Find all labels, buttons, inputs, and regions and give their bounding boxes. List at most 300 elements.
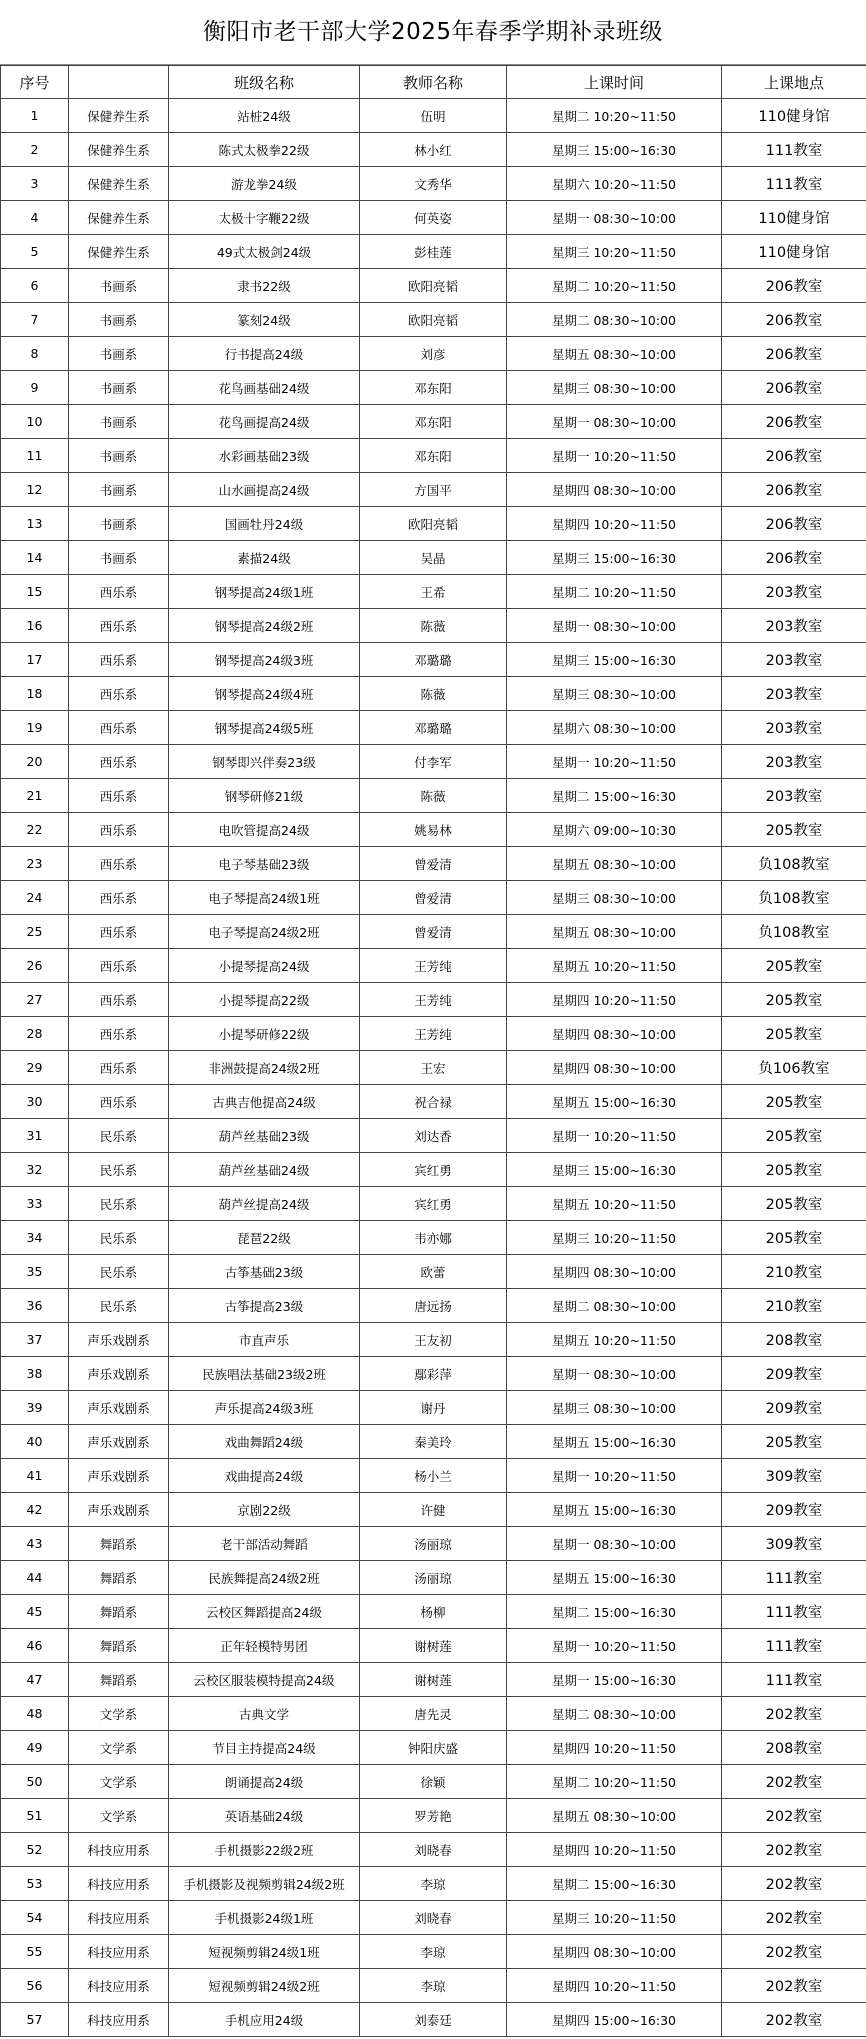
cell-location: 203教室 bbox=[722, 643, 866, 677]
cell-time: 星期一 15:00~16:30 bbox=[507, 1663, 722, 1697]
table-row bbox=[1, 235, 866, 269]
cell-location: 205教室 bbox=[722, 813, 866, 847]
cell-index: 39 bbox=[1, 1391, 69, 1425]
cell-index: 33 bbox=[1, 1187, 69, 1221]
table-row bbox=[1, 1323, 866, 1357]
cell-teacher: 秦美玲 bbox=[360, 1425, 507, 1459]
cell-department: 民乐系 bbox=[69, 1255, 169, 1289]
table-row bbox=[1, 779, 866, 813]
cell-teacher: 伍明 bbox=[360, 99, 507, 133]
cell-class-name: 小提琴提高24级 bbox=[169, 949, 360, 983]
cell-department: 声乐戏剧系 bbox=[69, 1459, 169, 1493]
cell-class-name: 手机摄影及视频剪辑24级2班 bbox=[169, 1867, 360, 1901]
cell-time: 星期四 10:20~11:50 bbox=[507, 1833, 722, 1867]
header-index: 序号 bbox=[1, 66, 69, 99]
cell-location: 111教室 bbox=[722, 167, 866, 201]
cell-class-name: 戏曲提高24级 bbox=[169, 1459, 360, 1493]
cell-department: 民乐系 bbox=[69, 1187, 169, 1221]
cell-time: 星期一 10:20~11:50 bbox=[507, 1459, 722, 1493]
cell-time: 星期四 15:00~16:30 bbox=[507, 2003, 722, 2037]
cell-index: 54 bbox=[1, 1901, 69, 1935]
cell-index: 9 bbox=[1, 371, 69, 405]
cell-time: 星期四 10:20~11:50 bbox=[507, 983, 722, 1017]
table-row bbox=[1, 1527, 866, 1561]
cell-teacher: 杨小兰 bbox=[360, 1459, 507, 1493]
table-row bbox=[1, 881, 866, 915]
cell-department: 声乐戏剧系 bbox=[69, 1493, 169, 1527]
cell-index: 14 bbox=[1, 541, 69, 575]
cell-location: 206教室 bbox=[722, 371, 866, 405]
cell-time: 星期二 10:20~11:50 bbox=[507, 269, 722, 303]
cell-location: 309教室 bbox=[722, 1527, 866, 1561]
cell-time: 星期一 10:20~11:50 bbox=[507, 745, 722, 779]
table-row bbox=[1, 1187, 866, 1221]
cell-index: 24 bbox=[1, 881, 69, 915]
cell-teacher: 陈薇 bbox=[360, 779, 507, 813]
cell-teacher: 刘晓春 bbox=[360, 1901, 507, 1935]
cell-class-name: 手机应用24级 bbox=[169, 2003, 360, 2037]
cell-class-name: 国画牡丹24级 bbox=[169, 507, 360, 541]
table-row bbox=[1, 405, 866, 439]
cell-department: 西乐系 bbox=[69, 983, 169, 1017]
cell-location: 206教室 bbox=[722, 439, 866, 473]
cell-department: 民乐系 bbox=[69, 1289, 169, 1323]
cell-teacher: 唐远扬 bbox=[360, 1289, 507, 1323]
cell-teacher: 宾红勇 bbox=[360, 1153, 507, 1187]
cell-teacher: 李琼 bbox=[360, 1867, 507, 1901]
cell-location: 205教室 bbox=[722, 949, 866, 983]
table-row bbox=[1, 813, 866, 847]
cell-location: 110健身馆 bbox=[722, 235, 866, 269]
cell-time: 星期二 15:00~16:30 bbox=[507, 779, 722, 813]
cell-index: 26 bbox=[1, 949, 69, 983]
cell-location: 203教室 bbox=[722, 779, 866, 813]
cell-index: 1 bbox=[1, 99, 69, 133]
cell-department: 书画系 bbox=[69, 303, 169, 337]
cell-class-name: 钢琴提高24级1班 bbox=[169, 575, 360, 609]
cell-location: 203教室 bbox=[722, 677, 866, 711]
cell-location: 206教室 bbox=[722, 337, 866, 371]
cell-time: 星期五 10:20~11:50 bbox=[507, 1323, 722, 1357]
table-row bbox=[1, 1867, 866, 1901]
table-row bbox=[1, 1901, 866, 1935]
cell-index: 21 bbox=[1, 779, 69, 813]
cell-teacher: 钟阳庆盛 bbox=[360, 1731, 507, 1765]
cell-time: 星期一 08:30~10:00 bbox=[507, 201, 722, 235]
cell-teacher: 曾爱清 bbox=[360, 881, 507, 915]
cell-teacher: 邓璐璐 bbox=[360, 711, 507, 745]
cell-index: 19 bbox=[1, 711, 69, 745]
cell-location: 209教室 bbox=[722, 1391, 866, 1425]
cell-class-name: 琵琶22级 bbox=[169, 1221, 360, 1255]
cell-teacher: 邓东阳 bbox=[360, 371, 507, 405]
table-row bbox=[1, 915, 866, 949]
cell-index: 12 bbox=[1, 473, 69, 507]
cell-time: 星期四 08:30~10:00 bbox=[507, 1255, 722, 1289]
cell-department: 西乐系 bbox=[69, 1051, 169, 1085]
cell-department: 文学系 bbox=[69, 1799, 169, 1833]
cell-class-name: 站桩24级 bbox=[169, 99, 360, 133]
page-title: 衡阳市老干部大学2025年春季学期补录班级 bbox=[0, 0, 866, 65]
table-body bbox=[1, 99, 866, 2037]
cell-department: 民乐系 bbox=[69, 1221, 169, 1255]
cell-department: 保健养生系 bbox=[69, 235, 169, 269]
cell-location: 111教室 bbox=[722, 1595, 866, 1629]
cell-teacher: 陈薇 bbox=[360, 677, 507, 711]
cell-teacher: 汤丽琼 bbox=[360, 1527, 507, 1561]
table-row bbox=[1, 1221, 866, 1255]
cell-location: 205教室 bbox=[722, 1085, 866, 1119]
cell-department: 舞蹈系 bbox=[69, 1561, 169, 1595]
cell-class-name: 短视频剪辑24级1班 bbox=[169, 1935, 360, 1969]
cell-teacher: 李琼 bbox=[360, 1969, 507, 2003]
cell-teacher: 王芳纯 bbox=[360, 949, 507, 983]
cell-department: 西乐系 bbox=[69, 1085, 169, 1119]
cell-class-name: 花鸟画基础24级 bbox=[169, 371, 360, 405]
cell-class-name: 葫芦丝提高24级 bbox=[169, 1187, 360, 1221]
cell-location: 209教室 bbox=[722, 1357, 866, 1391]
cell-location: 203教室 bbox=[722, 609, 866, 643]
cell-class-name: 老干部活动舞蹈 bbox=[169, 1527, 360, 1561]
table-row bbox=[1, 1595, 866, 1629]
cell-location: 202教室 bbox=[722, 1969, 866, 2003]
cell-class-name: 行书提高24级 bbox=[169, 337, 360, 371]
cell-time: 星期四 08:30~10:00 bbox=[507, 473, 722, 507]
cell-department: 声乐戏剧系 bbox=[69, 1357, 169, 1391]
cell-teacher: 欧阳亮韬 bbox=[360, 507, 507, 541]
cell-class-name: 钢琴提高24级4班 bbox=[169, 677, 360, 711]
cell-location: 210教室 bbox=[722, 1289, 866, 1323]
table-row bbox=[1, 201, 866, 235]
cell-department: 西乐系 bbox=[69, 915, 169, 949]
cell-index: 5 bbox=[1, 235, 69, 269]
cell-class-name: 云校区舞蹈提高24级 bbox=[169, 1595, 360, 1629]
cell-class-name: 电子琴提高24级2班 bbox=[169, 915, 360, 949]
table-row bbox=[1, 1459, 866, 1493]
cell-department: 声乐戏剧系 bbox=[69, 1323, 169, 1357]
cell-time: 星期二 10:20~11:50 bbox=[507, 575, 722, 609]
cell-department: 科技应用系 bbox=[69, 1833, 169, 1867]
cell-time: 星期三 10:20~11:50 bbox=[507, 1221, 722, 1255]
cell-department: 西乐系 bbox=[69, 949, 169, 983]
cell-teacher: 鄢彩萍 bbox=[360, 1357, 507, 1391]
cell-teacher: 付李军 bbox=[360, 745, 507, 779]
cell-location: 111教室 bbox=[722, 1663, 866, 1697]
cell-time: 星期二 08:30~10:00 bbox=[507, 303, 722, 337]
header-department bbox=[69, 66, 169, 99]
table-row bbox=[1, 371, 866, 405]
cell-time: 星期五 08:30~10:00 bbox=[507, 337, 722, 371]
cell-index: 25 bbox=[1, 915, 69, 949]
cell-class-name: 葫芦丝基础23级 bbox=[169, 1119, 360, 1153]
cell-time: 星期五 15:00~16:30 bbox=[507, 1425, 722, 1459]
cell-class-name: 朗诵提高24级 bbox=[169, 1765, 360, 1799]
table-row bbox=[1, 1391, 866, 1425]
cell-class-name: 隶书22级 bbox=[169, 269, 360, 303]
cell-time: 星期二 10:20~11:50 bbox=[507, 99, 722, 133]
cell-department: 西乐系 bbox=[69, 745, 169, 779]
table-row bbox=[1, 847, 866, 881]
cell-index: 40 bbox=[1, 1425, 69, 1459]
cell-class-name: 非洲鼓提高24级2班 bbox=[169, 1051, 360, 1085]
cell-index: 7 bbox=[1, 303, 69, 337]
table-row bbox=[1, 1357, 866, 1391]
cell-department: 保健养生系 bbox=[69, 201, 169, 235]
cell-time: 星期二 10:20~11:50 bbox=[507, 1765, 722, 1799]
cell-teacher: 王宏 bbox=[360, 1051, 507, 1085]
cell-teacher: 刘达香 bbox=[360, 1119, 507, 1153]
cell-class-name: 素描24级 bbox=[169, 541, 360, 575]
cell-class-name: 49式太极剑24级 bbox=[169, 235, 360, 269]
table-row bbox=[1, 99, 866, 133]
cell-teacher: 罗芳艳 bbox=[360, 1799, 507, 1833]
cell-class-name: 钢琴提高24级5班 bbox=[169, 711, 360, 745]
cell-department: 民乐系 bbox=[69, 1119, 169, 1153]
cell-location: 负108教室 bbox=[722, 847, 866, 881]
cell-teacher: 陈薇 bbox=[360, 609, 507, 643]
cell-index: 28 bbox=[1, 1017, 69, 1051]
cell-location: 210教室 bbox=[722, 1255, 866, 1289]
cell-department: 舞蹈系 bbox=[69, 1629, 169, 1663]
cell-index: 32 bbox=[1, 1153, 69, 1187]
cell-department: 书画系 bbox=[69, 473, 169, 507]
cell-class-name: 小提琴研修22级 bbox=[169, 1017, 360, 1051]
table-row bbox=[1, 983, 866, 1017]
cell-location: 110健身馆 bbox=[722, 201, 866, 235]
table-row bbox=[1, 1969, 866, 2003]
table-row bbox=[1, 1119, 866, 1153]
cell-teacher: 刘泰廷 bbox=[360, 2003, 507, 2037]
cell-location: 202教室 bbox=[722, 1935, 866, 1969]
cell-class-name: 民族唱法基础23级2班 bbox=[169, 1357, 360, 1391]
cell-class-name: 市直声乐 bbox=[169, 1323, 360, 1357]
cell-department: 西乐系 bbox=[69, 609, 169, 643]
table-row bbox=[1, 1425, 866, 1459]
cell-index: 20 bbox=[1, 745, 69, 779]
cell-index: 34 bbox=[1, 1221, 69, 1255]
cell-department: 西乐系 bbox=[69, 881, 169, 915]
cell-department: 舞蹈系 bbox=[69, 1527, 169, 1561]
cell-time: 星期五 10:20~11:50 bbox=[507, 949, 722, 983]
cell-teacher: 何英姿 bbox=[360, 201, 507, 235]
cell-location: 205教室 bbox=[722, 1153, 866, 1187]
cell-teacher: 欧蕾 bbox=[360, 1255, 507, 1289]
cell-teacher: 唐先灵 bbox=[360, 1697, 507, 1731]
table-row bbox=[1, 167, 866, 201]
cell-class-name: 电吹管提高24级 bbox=[169, 813, 360, 847]
cell-class-name: 京剧22级 bbox=[169, 1493, 360, 1527]
cell-index: 27 bbox=[1, 983, 69, 1017]
cell-location: 205教室 bbox=[722, 1425, 866, 1459]
cell-teacher: 欧阳亮韬 bbox=[360, 303, 507, 337]
cell-department: 西乐系 bbox=[69, 813, 169, 847]
cell-class-name: 民族舞提高24级2班 bbox=[169, 1561, 360, 1595]
cell-teacher: 杨柳 bbox=[360, 1595, 507, 1629]
cell-class-name: 古典吉他提高24级 bbox=[169, 1085, 360, 1119]
cell-class-name: 陈式太极拳22级 bbox=[169, 133, 360, 167]
cell-time: 星期三 08:30~10:00 bbox=[507, 881, 722, 915]
cell-class-name: 太极十字鞭22级 bbox=[169, 201, 360, 235]
cell-class-name: 古典文学 bbox=[169, 1697, 360, 1731]
cell-department: 科技应用系 bbox=[69, 1867, 169, 1901]
table-row bbox=[1, 643, 866, 677]
cell-time: 星期三 08:30~10:00 bbox=[507, 371, 722, 405]
cell-time: 星期一 10:20~11:50 bbox=[507, 1119, 722, 1153]
cell-index: 17 bbox=[1, 643, 69, 677]
header-location: 上课地点 bbox=[722, 66, 866, 99]
cell-time: 星期四 10:20~11:50 bbox=[507, 1731, 722, 1765]
cell-class-name: 花鸟画提高24级 bbox=[169, 405, 360, 439]
cell-location: 203教室 bbox=[722, 575, 866, 609]
cell-teacher: 文秀华 bbox=[360, 167, 507, 201]
cell-index: 56 bbox=[1, 1969, 69, 2003]
cell-teacher: 彭桂莲 bbox=[360, 235, 507, 269]
table-row bbox=[1, 1153, 866, 1187]
cell-location: 负106教室 bbox=[722, 1051, 866, 1085]
cell-index: 10 bbox=[1, 405, 69, 439]
class-table bbox=[0, 65, 866, 2037]
cell-department: 民乐系 bbox=[69, 1153, 169, 1187]
cell-location: 309教室 bbox=[722, 1459, 866, 1493]
cell-time: 星期一 08:30~10:00 bbox=[507, 1527, 722, 1561]
cell-index: 11 bbox=[1, 439, 69, 473]
cell-teacher: 曾爱清 bbox=[360, 915, 507, 949]
table-row bbox=[1, 1935, 866, 1969]
cell-teacher: 欧阳亮韬 bbox=[360, 269, 507, 303]
table-row bbox=[1, 677, 866, 711]
cell-location: 205教室 bbox=[722, 983, 866, 1017]
cell-teacher: 王希 bbox=[360, 575, 507, 609]
cell-location: 205教室 bbox=[722, 1187, 866, 1221]
cell-index: 47 bbox=[1, 1663, 69, 1697]
cell-department: 西乐系 bbox=[69, 677, 169, 711]
cell-time: 星期四 10:20~11:50 bbox=[507, 1969, 722, 2003]
cell-time: 星期一 08:30~10:00 bbox=[507, 609, 722, 643]
cell-department: 保健养生系 bbox=[69, 167, 169, 201]
cell-index: 2 bbox=[1, 133, 69, 167]
cell-department: 书画系 bbox=[69, 541, 169, 575]
cell-time: 星期四 08:30~10:00 bbox=[507, 1017, 722, 1051]
cell-teacher: 邓璐璐 bbox=[360, 643, 507, 677]
cell-teacher: 谢树莲 bbox=[360, 1663, 507, 1697]
cell-location: 110健身馆 bbox=[722, 99, 866, 133]
cell-index: 13 bbox=[1, 507, 69, 541]
cell-index: 46 bbox=[1, 1629, 69, 1663]
cell-department: 声乐戏剧系 bbox=[69, 1425, 169, 1459]
cell-time: 星期二 15:00~16:30 bbox=[507, 1595, 722, 1629]
cell-class-name: 篆刻24级 bbox=[169, 303, 360, 337]
cell-teacher: 许健 bbox=[360, 1493, 507, 1527]
cell-index: 36 bbox=[1, 1289, 69, 1323]
table-row bbox=[1, 575, 866, 609]
table-row bbox=[1, 1629, 866, 1663]
cell-index: 51 bbox=[1, 1799, 69, 1833]
cell-teacher: 刘晓春 bbox=[360, 1833, 507, 1867]
cell-class-name: 电子琴提高24级1班 bbox=[169, 881, 360, 915]
cell-teacher: 刘彦 bbox=[360, 337, 507, 371]
cell-time: 星期五 15:00~16:30 bbox=[507, 1085, 722, 1119]
table-row bbox=[1, 745, 866, 779]
cell-index: 45 bbox=[1, 1595, 69, 1629]
cell-location: 202教室 bbox=[722, 1697, 866, 1731]
cell-index: 23 bbox=[1, 847, 69, 881]
cell-department: 书画系 bbox=[69, 507, 169, 541]
cell-teacher: 王芳纯 bbox=[360, 1017, 507, 1051]
table-row bbox=[1, 1085, 866, 1119]
cell-teacher: 宾红勇 bbox=[360, 1187, 507, 1221]
cell-time: 星期一 08:30~10:00 bbox=[507, 405, 722, 439]
cell-teacher: 王友初 bbox=[360, 1323, 507, 1357]
cell-teacher: 谢树莲 bbox=[360, 1629, 507, 1663]
table-row bbox=[1, 1255, 866, 1289]
cell-index: 29 bbox=[1, 1051, 69, 1085]
cell-class-name: 钢琴研修21级 bbox=[169, 779, 360, 813]
table-row bbox=[1, 337, 866, 371]
cell-time: 星期三 08:30~10:00 bbox=[507, 677, 722, 711]
cell-department: 书画系 bbox=[69, 439, 169, 473]
cell-location: 206教室 bbox=[722, 541, 866, 575]
cell-time: 星期三 15:00~16:30 bbox=[507, 541, 722, 575]
cell-time: 星期五 08:30~10:00 bbox=[507, 847, 722, 881]
cell-location: 206教室 bbox=[722, 507, 866, 541]
cell-teacher: 姚易林 bbox=[360, 813, 507, 847]
cell-class-name: 古筝基础23级 bbox=[169, 1255, 360, 1289]
table-row bbox=[1, 541, 866, 575]
cell-time: 星期五 08:30~10:00 bbox=[507, 1799, 722, 1833]
table-row bbox=[1, 269, 866, 303]
cell-teacher: 邓东阳 bbox=[360, 405, 507, 439]
table-row bbox=[1, 1493, 866, 1527]
cell-class-name: 短视频剪辑24级2班 bbox=[169, 1969, 360, 2003]
table-row bbox=[1, 949, 866, 983]
cell-location: 206教室 bbox=[722, 269, 866, 303]
cell-class-name: 葫芦丝基础24级 bbox=[169, 1153, 360, 1187]
cell-location: 205教室 bbox=[722, 1017, 866, 1051]
cell-time: 星期二 08:30~10:00 bbox=[507, 1697, 722, 1731]
cell-time: 星期二 15:00~16:30 bbox=[507, 1867, 722, 1901]
cell-class-name: 电子琴基础23级 bbox=[169, 847, 360, 881]
cell-teacher: 林小红 bbox=[360, 133, 507, 167]
cell-index: 57 bbox=[1, 2003, 69, 2037]
cell-location: 负108教室 bbox=[722, 915, 866, 949]
table-row bbox=[1, 473, 866, 507]
cell-teacher: 王芳纯 bbox=[360, 983, 507, 1017]
cell-location: 203教室 bbox=[722, 711, 866, 745]
cell-location: 111教室 bbox=[722, 1561, 866, 1595]
cell-department: 文学系 bbox=[69, 1765, 169, 1799]
cell-index: 44 bbox=[1, 1561, 69, 1595]
cell-department: 科技应用系 bbox=[69, 1969, 169, 2003]
cell-location: 202教室 bbox=[722, 1833, 866, 1867]
table-row bbox=[1, 133, 866, 167]
cell-location: 205教室 bbox=[722, 1221, 866, 1255]
cell-index: 6 bbox=[1, 269, 69, 303]
cell-class-name: 山水画提高24级 bbox=[169, 473, 360, 507]
cell-time: 星期六 08:30~10:00 bbox=[507, 711, 722, 745]
cell-time: 星期一 08:30~10:00 bbox=[507, 1357, 722, 1391]
cell-department: 舞蹈系 bbox=[69, 1595, 169, 1629]
cell-department: 书画系 bbox=[69, 405, 169, 439]
cell-department: 西乐系 bbox=[69, 847, 169, 881]
cell-teacher: 谢丹 bbox=[360, 1391, 507, 1425]
header-class-name: 班级名称 bbox=[169, 66, 360, 99]
cell-index: 18 bbox=[1, 677, 69, 711]
cell-index: 31 bbox=[1, 1119, 69, 1153]
cell-index: 50 bbox=[1, 1765, 69, 1799]
cell-class-name: 钢琴提高24级3班 bbox=[169, 643, 360, 677]
cell-department: 西乐系 bbox=[69, 575, 169, 609]
table-row bbox=[1, 1765, 866, 1799]
